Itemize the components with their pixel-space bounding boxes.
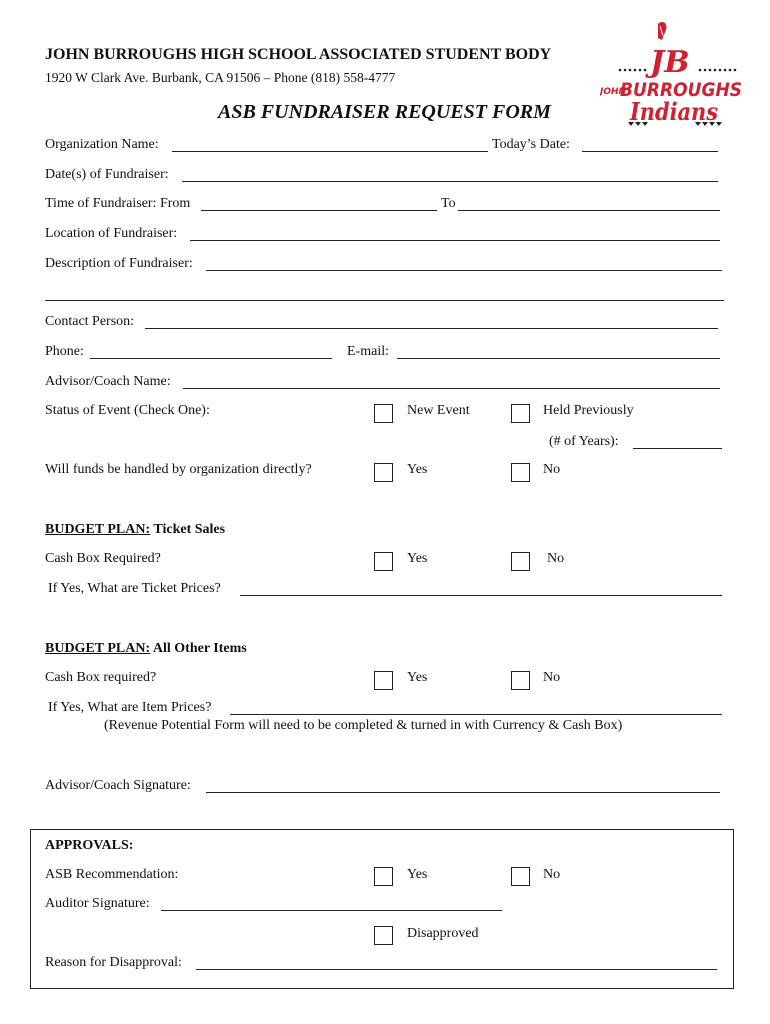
org-name-line[interactable] — [172, 151, 488, 152]
contact-label: Contact Person: — [45, 314, 135, 329]
time-to-label: To — [441, 196, 456, 211]
reason-line[interactable] — [196, 969, 717, 970]
funds-no-label: No — [543, 462, 561, 477]
org-name-label: Organization Name: — [45, 137, 159, 152]
description-label: Description of Fundraiser: — [45, 256, 193, 271]
ticket-sales-heading-label: BUDGET PLAN: — [45, 522, 151, 537]
ticket-cashbox-yes-checkbox[interactable] — [374, 552, 393, 571]
other-cashbox-no-label: No — [543, 670, 561, 685]
funds-question: Will funds be handled by organization directly? — [45, 462, 312, 477]
time-from-line[interactable] — [201, 210, 437, 211]
other-cashbox-yes-label: Yes — [407, 670, 428, 685]
ticket-prices-label: If Yes, What are Ticket Prices? — [48, 581, 221, 596]
todays-date-label: Today’s Date: — [492, 137, 570, 152]
revenue-note: (Revenue Potential Form will need to be completed & turned in with Currency & Cash Box) — [104, 718, 623, 733]
other-items-heading-rest: All Other Items — [152, 641, 247, 656]
description-line[interactable] — [206, 270, 722, 271]
funds-no-checkbox[interactable] — [511, 463, 530, 482]
phone-line[interactable] — [90, 358, 332, 359]
held-previously-checkbox[interactable] — [511, 404, 530, 423]
todays-date-line[interactable] — [582, 151, 718, 152]
funds-yes-checkbox[interactable] — [374, 463, 393, 482]
logo-john: JOHN — [600, 87, 627, 97]
num-years-label: (# of Years): — [549, 434, 619, 449]
dates-label: Date(s) of Fundraiser: — [45, 167, 169, 182]
other-items-heading-label: BUDGET PLAN: — [45, 641, 151, 656]
status-label: Status of Event (Check One): — [45, 403, 210, 418]
school-logo — [600, 20, 750, 132]
item-prices-line[interactable] — [230, 714, 722, 715]
disapproved-label: Disapproved — [407, 926, 479, 941]
ticket-sales-heading — [45, 521, 225, 538]
time-to-line[interactable] — [458, 210, 720, 211]
location-line[interactable] — [190, 240, 720, 241]
other-cashbox-label: Cash Box required? — [45, 670, 157, 685]
new-event-label: New Event — [407, 403, 470, 418]
asb-no-label: No — [543, 867, 561, 882]
advisor-line[interactable] — [183, 388, 720, 389]
approvals-heading: APPROVALS: — [45, 838, 134, 853]
other-items-heading — [45, 640, 247, 657]
advisor-signature-line[interactable] — [206, 792, 720, 793]
asb-yes-checkbox[interactable] — [374, 867, 393, 886]
school-address: 1920 W Clark Ave. Burbank, CA 91506 – Phone (818) 558-4777 — [45, 70, 396, 85]
held-previously-label: Held Previously — [543, 403, 634, 418]
auditor-signature-line[interactable] — [161, 910, 502, 911]
phone-label: Phone: — [45, 344, 84, 359]
advisor-signature-label: Advisor/Coach Signature: — [45, 778, 191, 793]
asb-recommendation-label: ASB Recommendation: — [45, 867, 179, 882]
funds-yes-label: Yes — [407, 462, 428, 477]
ticket-prices-line[interactable] — [240, 595, 722, 596]
logo-indians: Indians — [629, 97, 719, 126]
location-label: Location of Fundraiser: — [45, 226, 178, 241]
advisor-label: Advisor/Coach Name: — [45, 374, 171, 389]
reason-label: Reason for Disapproval: — [45, 955, 182, 970]
asb-no-checkbox[interactable] — [511, 867, 530, 886]
school-name: JOHN BURROUGHS HIGH SCHOOL ASSOCIATED STUDENT BODY — [45, 46, 552, 63]
new-event-checkbox[interactable] — [374, 404, 393, 423]
ticket-cashbox-label: Cash Box Required? — [45, 551, 161, 566]
form-title: ASB FUNDRAISER REQUEST FORM — [218, 101, 551, 123]
logo-initials: JB — [650, 45, 690, 80]
dates-line[interactable] — [182, 181, 718, 182]
other-cashbox-yes-checkbox[interactable] — [374, 671, 393, 690]
ticket-cashbox-yes-label: Yes — [407, 551, 428, 566]
ticket-sales-heading-rest: Ticket Sales — [153, 522, 226, 537]
logo-burroughs: BURROUGHS — [620, 79, 742, 101]
other-cashbox-no-checkbox[interactable] — [511, 671, 530, 690]
disapproved-checkbox[interactable] — [374, 926, 393, 945]
contact-line[interactable] — [145, 328, 718, 329]
item-prices-label: If Yes, What are Item Prices? — [48, 700, 212, 715]
description-line-2[interactable] — [45, 300, 724, 301]
email-label: E-mail: — [347, 344, 389, 359]
asb-yes-label: Yes — [407, 867, 428, 882]
time-from-label: Time of Fundraiser: From — [45, 196, 191, 211]
num-years-line[interactable] — [633, 448, 722, 449]
auditor-signature-label: Auditor Signature: — [45, 896, 150, 911]
ticket-cashbox-no-checkbox[interactable] — [511, 552, 530, 571]
email-line[interactable] — [397, 358, 720, 359]
ticket-cashbox-no-label: No — [547, 551, 565, 566]
